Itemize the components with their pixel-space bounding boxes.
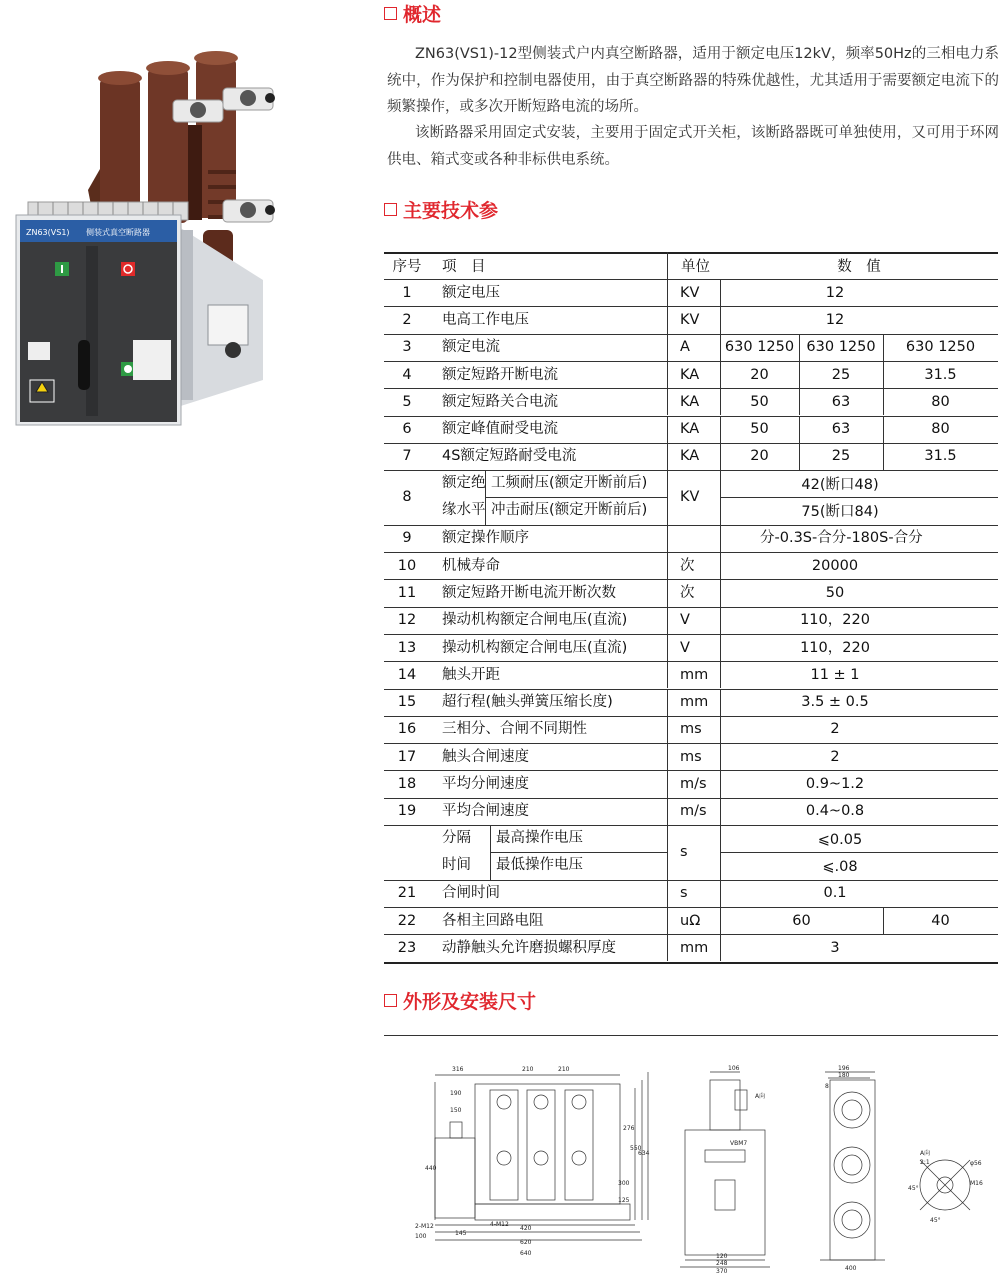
row-item: 额定绝: [442, 475, 486, 492]
dim-label: 210: [522, 1066, 534, 1073]
row-unit: ms: [680, 721, 702, 738]
row-value: 0.9~1.2: [805, 776, 865, 793]
table-rule: [720, 716, 721, 743]
table-rule: [384, 962, 998, 964]
table-rule: [720, 770, 721, 797]
dim-label: 8: [825, 1083, 829, 1090]
row-no: 8: [402, 489, 412, 506]
row-item: 合闸时间: [442, 885, 500, 902]
row-item: 分隔: [442, 830, 471, 846]
dim-label: 106: [728, 1065, 740, 1072]
row-no: 23: [397, 939, 417, 956]
dim-label: 276: [623, 1125, 635, 1132]
table-rule: [384, 934, 998, 935]
table-rule: [384, 770, 998, 771]
row-unit: mm: [680, 666, 709, 683]
row-value: 20: [750, 448, 769, 465]
overview-heading: 概述: [384, 0, 441, 27]
dim-label: A向: [920, 1150, 931, 1157]
photo-panel-title: ZN63(VS1): [26, 228, 70, 237]
table-rule: [384, 279, 998, 280]
row-value: 63: [831, 421, 851, 438]
table-rule: [720, 934, 721, 961]
overview-paragraph-2: 该断路器采用固定式安装，主要用于固定式开关柜，该断路器既可单独使用，又可用于环网供电、箱式变或各种非标供电系统。: [387, 125, 999, 168]
row-value: 11 ± 1: [810, 666, 860, 683]
row-unit: mm: [680, 694, 709, 711]
table-rule: [720, 470, 721, 525]
row-unit: KA: [680, 448, 700, 465]
dim-label: 2:1: [920, 1159, 930, 1166]
row-value: 2: [830, 748, 840, 765]
table-rule: [720, 552, 721, 579]
row-value: 25: [831, 448, 851, 465]
dim-label: 440: [425, 1165, 437, 1172]
row-item: 三相分、合闸不同期性: [442, 721, 587, 738]
row-unit: V: [680, 612, 690, 629]
dim-label: φ56: [970, 1160, 982, 1167]
row-subitem: 冲击耐压(额定开断前后): [491, 502, 648, 519]
top-view-drawing: [820, 1072, 885, 1260]
row-no: 17: [397, 748, 417, 765]
row-unit: KV: [680, 311, 700, 328]
row-no: 15: [397, 694, 417, 711]
row-value: 12: [825, 284, 845, 301]
row-value: 31.5: [924, 366, 957, 383]
table-rule: [384, 525, 998, 526]
row-unit: 次: [680, 584, 695, 601]
row-item: 4S额定短路耐受电流: [442, 448, 577, 465]
table-rule: [667, 525, 668, 552]
table-rule: [667, 361, 668, 388]
row-value: 630 1250: [905, 339, 976, 356]
row-unit: KA: [680, 366, 700, 383]
table-rule: [667, 743, 668, 770]
header-value: 数 值: [837, 259, 881, 275]
table-rule: [384, 743, 998, 744]
table-rule: [720, 689, 721, 716]
row-value: 630 1250: [724, 339, 795, 356]
row-unit: KA: [680, 421, 700, 438]
table-rule: [720, 852, 998, 853]
table-rule: [720, 279, 721, 306]
side-view-drawing: [680, 1072, 770, 1267]
row-no: 12: [397, 612, 417, 629]
dim-label: 210: [558, 1066, 570, 1073]
table-rule: [384, 552, 998, 553]
row-value: 20: [750, 366, 769, 383]
dim-label: 120: [716, 1253, 728, 1260]
row-no: 21: [397, 885, 417, 902]
table-rule: [667, 306, 668, 333]
table-rule: [720, 661, 721, 688]
row-value: 25: [831, 366, 851, 383]
dimensions-heading: 外形及安装尺寸: [384, 987, 536, 1014]
row-value: 12: [825, 311, 845, 328]
row-value: ⩽.08: [822, 859, 858, 876]
table-rule: [667, 770, 668, 797]
row-item: 额定短路关合电流: [442, 393, 558, 410]
row-item: 平均合闸速度: [442, 803, 529, 820]
row-unit: ms: [680, 748, 702, 765]
row-item: 额定电流: [442, 339, 500, 356]
dimension-drawings: [410, 1060, 1000, 1275]
row-item: 额定短路开断电流: [442, 366, 558, 383]
table-rule: [720, 443, 721, 470]
table-rule: [384, 689, 998, 690]
row-no: 1: [402, 284, 412, 301]
row-value: 63: [831, 393, 851, 410]
row-value: 分-0.3S-合分-180S-合分: [760, 530, 923, 547]
row-no: 14: [397, 666, 417, 683]
row-unit: uΩ: [680, 912, 701, 929]
row-unit: V: [680, 639, 690, 656]
row-value: 0.1: [823, 885, 847, 902]
table-rule: [720, 907, 721, 934]
row-value: 42(断口48): [801, 477, 879, 494]
row-unit: 次: [680, 557, 695, 574]
table-rule: [720, 607, 721, 634]
row-subitem: 工频耐压(额定开断前后): [491, 475, 648, 492]
table-rule: [667, 661, 668, 688]
table-rule: [384, 716, 998, 717]
row-unit: A: [680, 339, 690, 356]
row-unit: KV: [680, 284, 700, 301]
row-item: 触头开距: [442, 666, 500, 683]
row-subitem: 最低操作电压: [496, 857, 583, 874]
dim-label: 634: [638, 1150, 650, 1157]
table-rule: [384, 798, 998, 799]
row-unit: s: [680, 885, 688, 902]
table-rule: [384, 579, 998, 580]
row-value: 40: [931, 912, 950, 929]
table-rule: [720, 634, 721, 661]
dim-label: 2-M12: [415, 1223, 434, 1230]
row-item: 操动机构额定合闸电压(直流): [442, 612, 628, 629]
row-value: 20000: [811, 557, 859, 574]
row-value: 3.5 ± 0.5: [801, 694, 869, 711]
dim-label: 400: [845, 1265, 857, 1272]
overview-paragraph-1: ZN63(VS1)-12型侧装式户内真空断路器，适用于额定电压12kV，频率50Hz的三相电力系统中，作为保护和控制电器使用，由于真空断路器的特殊优越性，尤其适用于需要额定电流下的频繁操作，或多次开断短路电流的场所。: [387, 46, 999, 115]
table-rule: [384, 416, 998, 417]
table-rule: [667, 416, 668, 443]
dimensions-divider: [384, 1035, 998, 1036]
table-rule: [667, 934, 668, 961]
row-item: 平均分闸速度: [442, 776, 529, 793]
row-no: 10: [397, 557, 417, 574]
row-no: 11: [397, 584, 417, 601]
table-rule: [490, 852, 667, 853]
row-no: 5: [402, 393, 412, 410]
row-no: 2: [402, 311, 412, 328]
table-rule: [720, 880, 721, 907]
row-value: 110，220: [800, 639, 870, 656]
dim-label: 150: [450, 1107, 462, 1114]
table-rule: [720, 525, 721, 552]
table-rule: [667, 825, 668, 880]
row-no: 18: [397, 776, 417, 793]
table-rule: [720, 306, 721, 333]
row-unit: s: [680, 844, 688, 861]
dim-label: 190: [450, 1090, 462, 1097]
row-no: 16: [397, 721, 417, 738]
row-value: 0.4~0.8: [805, 803, 865, 820]
table-rule: [667, 716, 668, 743]
dim-label: 45°: [930, 1217, 941, 1224]
header-no: 序号: [392, 259, 422, 275]
checkbox-icon: [384, 994, 397, 1007]
row-value: 50: [750, 393, 769, 410]
dim-label: 100: [415, 1233, 427, 1240]
dim-label: 180: [838, 1072, 850, 1079]
table-rule: [384, 661, 998, 662]
row-item: 电高工作电压: [442, 311, 529, 328]
table-rule: [720, 334, 721, 361]
table-rule: [384, 634, 998, 635]
row-value: 2: [830, 721, 840, 738]
row-value: 110，220: [800, 612, 870, 629]
row-value: 80: [931, 421, 950, 438]
row-value: 3: [830, 939, 840, 956]
detail-a-drawing: [920, 1160, 970, 1210]
row-unit: KA: [680, 393, 700, 410]
table-rule: [667, 388, 668, 415]
row-item: 额定短路开断电流开断次数: [442, 584, 616, 601]
row-value: 75(断口84): [801, 504, 879, 521]
row-item: 机械寿命: [442, 557, 500, 574]
row-no: 22: [397, 912, 417, 929]
dim-label: 196: [838, 1065, 850, 1072]
table-rule: [667, 252, 668, 279]
table-rule: [485, 497, 667, 498]
row-unit: m/s: [680, 776, 707, 793]
dim-label: VBM7: [730, 1140, 748, 1147]
dim-label: 145: [455, 1230, 467, 1237]
table-rule: [720, 825, 721, 880]
dim-label: 4-M12: [490, 1221, 509, 1228]
dim-label: 45°: [908, 1185, 919, 1192]
table-rule: [667, 689, 668, 716]
row-value: 31.5: [924, 448, 957, 465]
table-rule: [667, 443, 668, 470]
table-rule: [667, 798, 668, 825]
table-rule: [384, 388, 998, 389]
dim-label: 370: [716, 1268, 728, 1275]
row-value: 80: [931, 393, 950, 410]
table-rule: [384, 470, 998, 471]
row-no: 4: [402, 366, 412, 383]
row-no: 3: [402, 339, 412, 356]
table-rule: [384, 607, 998, 608]
row-value: 630 1250: [806, 339, 876, 356]
dim-label: 316: [452, 1066, 464, 1073]
row-subitem: 最高操作电压: [496, 830, 583, 846]
dim-label: 620: [520, 1239, 532, 1246]
row-item: 额定操作顺序: [442, 530, 529, 547]
row-item: 动静触头允许磨损螺积厚度: [442, 939, 616, 956]
row-value: ⩽0.05: [817, 832, 863, 848]
table-rule: [667, 634, 668, 661]
row-item: 时间: [442, 857, 471, 874]
table-rule: [720, 579, 721, 606]
table-rule: [384, 306, 998, 307]
front-view-drawing: [435, 1072, 648, 1240]
table-rule: [720, 388, 721, 415]
table-rule: [384, 907, 998, 908]
table-rule: [720, 743, 721, 770]
table-rule: [384, 443, 998, 444]
row-no: 13: [397, 639, 417, 656]
row-item: 额定峰值耐受电流: [442, 421, 558, 438]
table-rule: [667, 880, 668, 907]
table-rule: [667, 470, 668, 525]
row-unit: KV: [680, 489, 700, 506]
table-rule: [720, 497, 998, 498]
row-unit: m/s: [680, 803, 707, 820]
dim-label: 640: [520, 1250, 532, 1257]
row-unit: mm: [680, 939, 709, 956]
table-rule: [384, 880, 998, 881]
dim-label: 550: [630, 1145, 642, 1152]
table-rule: [667, 279, 668, 306]
table-rule: [720, 416, 721, 443]
table-rule: [667, 579, 668, 606]
dim-label: 125: [618, 1197, 630, 1204]
table-rule: [384, 825, 998, 826]
dim-label: M16: [970, 1180, 983, 1187]
table-rule: [720, 798, 721, 825]
row-item: 超行程(触头弹簧压缩长度): [442, 694, 613, 711]
table-rule: [720, 361, 721, 388]
dim-label: A向: [755, 1093, 766, 1100]
row-value: 60: [792, 912, 811, 929]
table-rule: [384, 361, 998, 362]
table-rule: [667, 607, 668, 634]
row-no: 7: [402, 448, 412, 465]
table-rule: [384, 252, 998, 254]
row-no: 9: [402, 530, 412, 547]
row-no: 6: [402, 421, 412, 438]
row-value: 50: [750, 421, 769, 438]
dim-label: 300: [618, 1180, 630, 1187]
header-item: 项 目: [442, 259, 486, 275]
header-unit: 单位: [681, 259, 710, 275]
row-item: 缘水平: [442, 502, 486, 519]
table-rule: [667, 334, 668, 361]
row-value: 50: [825, 584, 845, 601]
table-rule: [667, 552, 668, 579]
specs-heading: 主要技术参: [384, 196, 498, 223]
photo-panel-subtitle: 侧装式真空断路器: [86, 228, 150, 237]
row-item: 各相主回路电阻: [442, 912, 544, 929]
row-item: 操动机构额定合闸电压(直流): [442, 639, 628, 656]
dim-label: 420: [520, 1225, 532, 1232]
table-rule: [667, 907, 668, 934]
dim-label: 248: [716, 1260, 728, 1267]
table-rule: [384, 334, 998, 335]
row-item: 额定电压: [442, 284, 500, 301]
row-no: 19: [397, 803, 417, 820]
row-item: 触头合闸速度: [442, 748, 529, 765]
